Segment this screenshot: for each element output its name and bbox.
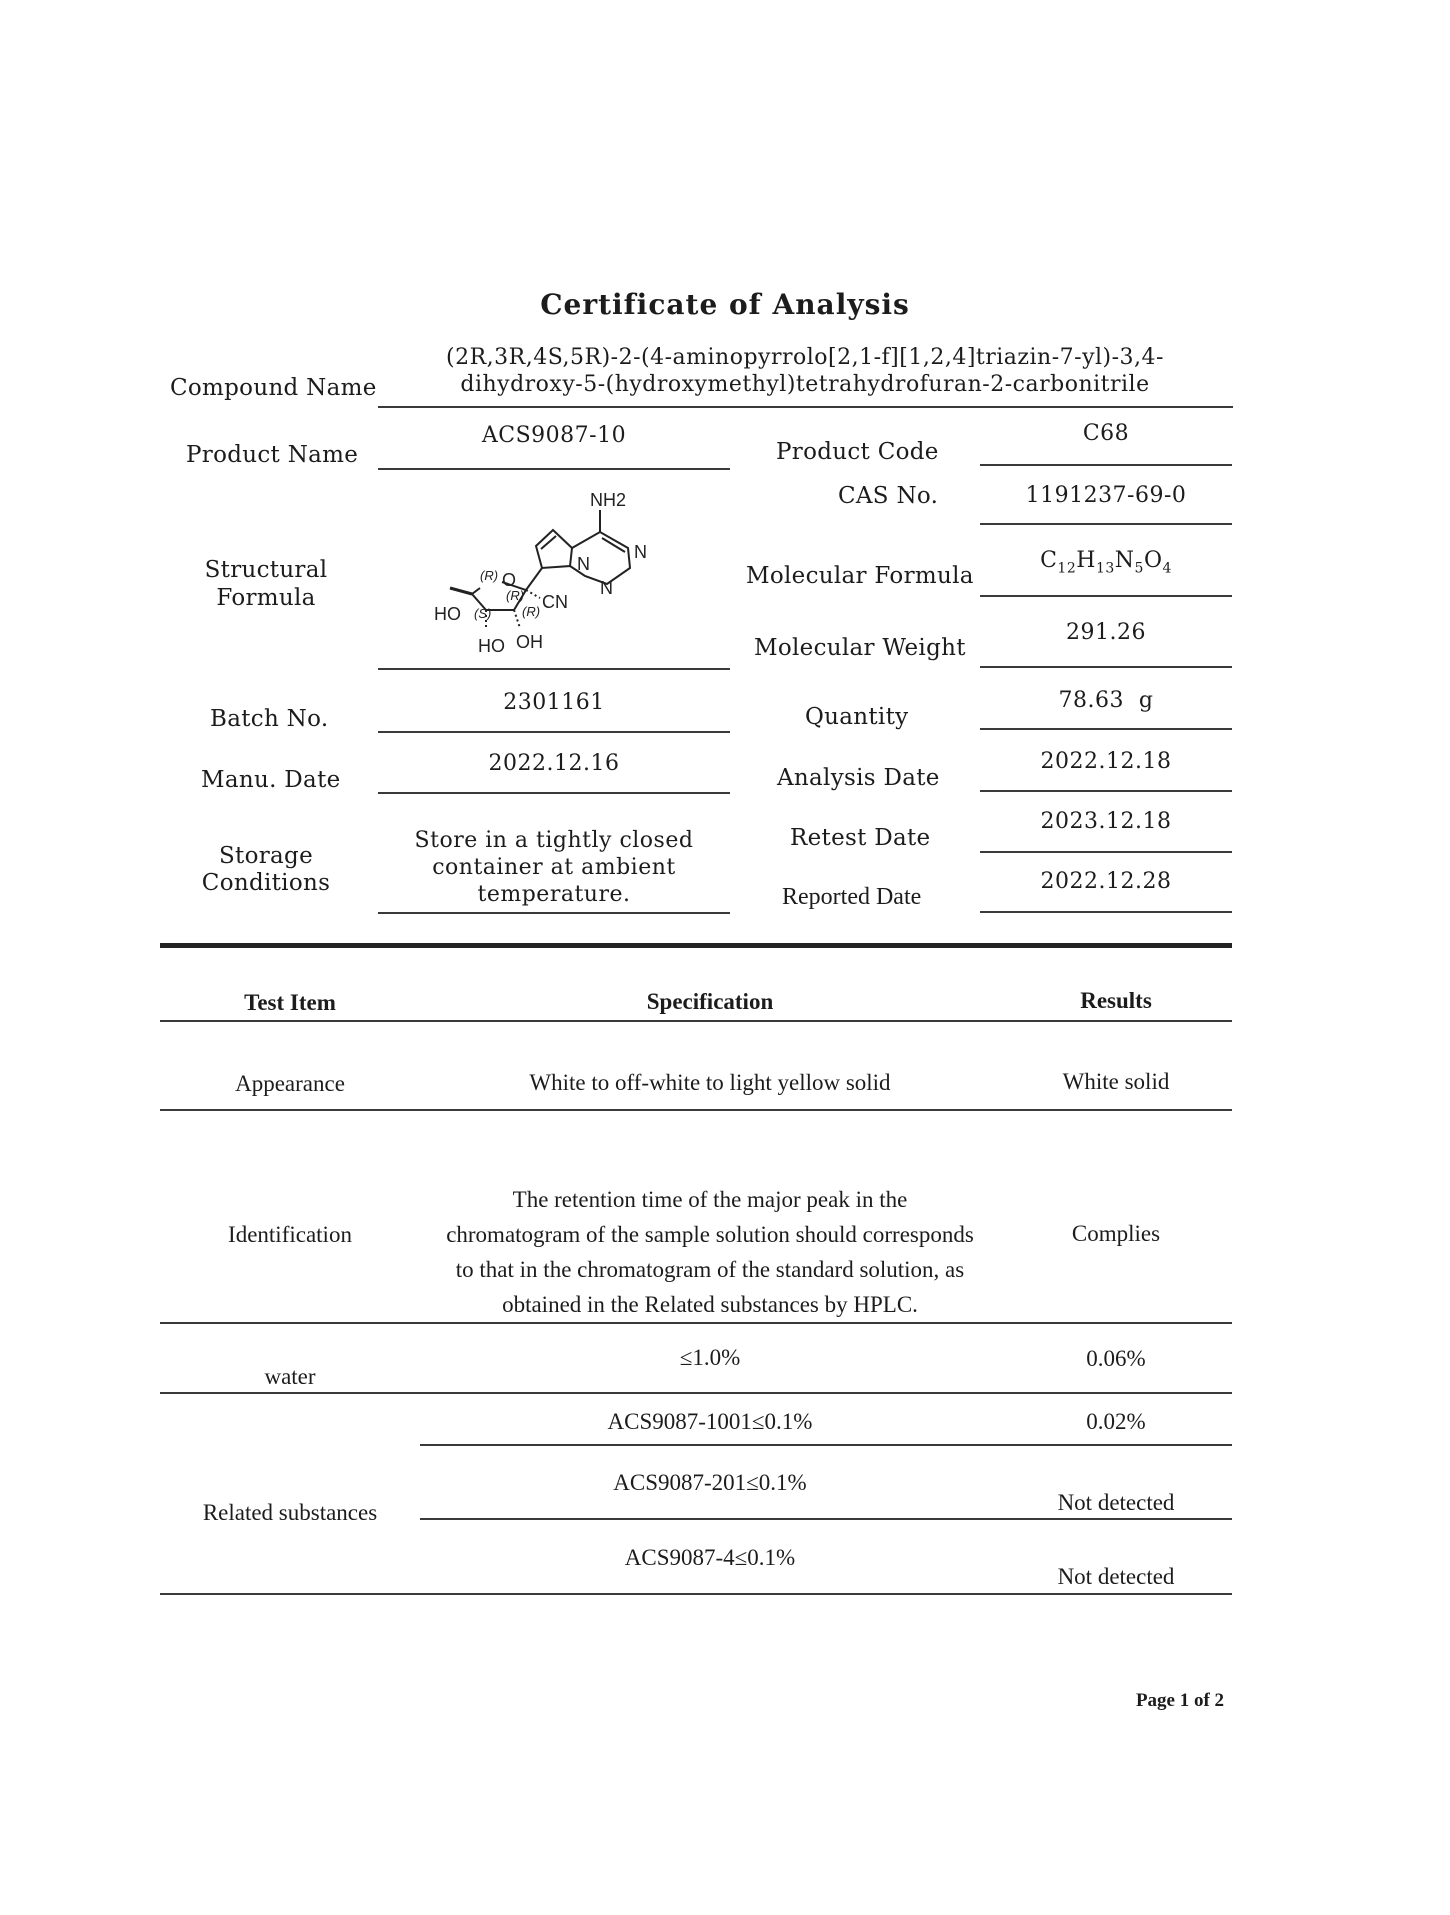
cas-underline (980, 523, 1232, 525)
structure-n1: N (634, 542, 647, 562)
stereo-r-2: (R) (506, 588, 525, 603)
col-header-specification: Specification (646, 989, 774, 1014)
identification-spec-line-4: obtained in the Related substances by HPLC. (502, 1292, 918, 1317)
batch-label: Batch No. (210, 706, 329, 732)
col-header-results: Results (1080, 988, 1152, 1013)
reported-date-value: 2022.12.28 (1040, 869, 1172, 894)
related-row-3-spec: ACS9087-4≤0.1% (624, 1545, 796, 1570)
related-substances-item: Related substances (202, 1500, 378, 1525)
storage-line-2: container at ambient (432, 855, 676, 880)
related-row-2-spec: ACS9087-201≤0.1% (613, 1470, 807, 1495)
quantity-underline (980, 728, 1232, 730)
compound-name-label: Compound Name (170, 375, 377, 401)
cas-label: CAS No. (838, 483, 939, 509)
product-code-value: C68 (1082, 421, 1130, 446)
cas-value: 1191237-69-0 (1025, 483, 1187, 508)
related-row-3-result: Not detected (1057, 1564, 1175, 1589)
product-code-label: Product Code (776, 439, 939, 465)
table-bottom-line (160, 1593, 1232, 1595)
structure-ho-1: HO (434, 604, 461, 624)
stereo-s-1: (S) (474, 606, 492, 621)
reported-date-label: Reported Date (782, 884, 922, 910)
compound-name-line-1: (2R,3R,4S,5R)-2-(4-aminopyrrolo[2,1-f][1,2,4]triazin-7-yl)-3,4- (446, 345, 1164, 370)
water-spec: ≤1.0% (679, 1345, 741, 1370)
analysis-date-underline (980, 790, 1232, 792)
storage-label-2: Conditions (201, 870, 331, 896)
analysis-date-label: Analysis Date (777, 765, 940, 791)
molecular-weight-label: Molecular Weight (754, 635, 966, 661)
water-underline (160, 1392, 1232, 1394)
structural-formula-label-1: Structural (204, 557, 328, 583)
structural-formula-label-2: Formula (216, 585, 316, 611)
appearance-item: Appearance (235, 1071, 345, 1096)
retest-date-value: 2023.12.18 (1040, 809, 1172, 834)
manu-date-underline (378, 792, 730, 794)
compound-name-underline (378, 406, 1233, 408)
structure-n3: N (600, 578, 613, 598)
identification-item: Identification (228, 1222, 352, 1247)
quantity-label: Quantity (805, 704, 909, 730)
batch-underline (378, 731, 730, 733)
identification-spec-line-1: The retention time of the major peak in the (512, 1187, 908, 1212)
structure-oh: OH (516, 632, 543, 652)
nh2-label: NH2 (590, 490, 627, 510)
molecular-formula-value: $C_{12}H_{13}N_5O_4$ (1040, 548, 1172, 577)
analysis-date-value: 2022.12.18 (1040, 749, 1172, 774)
related-row-1-result: 0.02% (1086, 1409, 1146, 1434)
product-code-underline (980, 464, 1232, 466)
appearance-spec: White to off-white to light yellow solid (529, 1070, 891, 1095)
product-name-label: Product Name (186, 442, 359, 468)
compound-name-line-2: dihydroxy-5-(hydroxymethyl)tetrahydrofuran-2-carbonitrile (460, 372, 1150, 397)
retest-date-underline (980, 851, 1232, 853)
storage-line-3: temperature. (477, 882, 631, 907)
manu-date-value: 2022.12.16 (488, 751, 620, 776)
reported-date-underline (980, 911, 1232, 913)
col-header-test-item: Test Item (244, 990, 336, 1015)
header-underline (160, 1020, 1232, 1022)
stereo-r-1: (R) (480, 568, 499, 583)
structure-o: O (502, 570, 517, 590)
identification-result: Complies (1071, 1221, 1161, 1246)
section-divider (160, 943, 1232, 948)
product-name-value: ACS9087-10 (481, 423, 627, 448)
related-row-2-underline (420, 1518, 1232, 1520)
structure-cn: CN (542, 592, 568, 612)
molecular-formula-label: Molecular Formula (746, 563, 974, 589)
stereo-r-3: (R) (522, 604, 541, 619)
structure-diagram (434, 470, 690, 670)
quantity-value: 78.63 g (1058, 688, 1154, 713)
related-row-1-underline (420, 1444, 1232, 1446)
page-title: Certificate of Analysis (540, 288, 910, 321)
structure-n2: N (577, 554, 590, 574)
batch-value: 2301161 (503, 690, 605, 715)
structure-ho-2: HO (478, 636, 505, 656)
molecular-formula-underline (980, 595, 1232, 597)
related-row-2-result: Not detected (1057, 1490, 1175, 1515)
storage-label-1: Storage (219, 843, 313, 869)
page-number: Page 1 of 2 (1135, 1690, 1225, 1711)
appearance-result: White solid (1062, 1069, 1170, 1094)
molecular-weight-underline (980, 666, 1232, 668)
identification-spec-line-2: chromatogram of the sample solution should corresponds (446, 1222, 974, 1247)
identification-spec-line-3: to that in the chromatogram of the standard solution, as (455, 1257, 965, 1282)
retest-date-label: Retest Date (790, 825, 931, 851)
storage-line-1: Store in a tightly closed (414, 828, 694, 853)
molecular-weight-value: 291.26 (1066, 620, 1146, 645)
water-item: water (264, 1364, 316, 1389)
related-row-1-spec: ACS9087-1001≤0.1% (607, 1409, 813, 1434)
appearance-underline (160, 1109, 1232, 1111)
structure-underline (378, 668, 730, 670)
storage-underline (378, 912, 730, 914)
manu-date-label: Manu. Date (201, 767, 341, 793)
water-result: 0.06% (1086, 1346, 1146, 1371)
identification-underline (160, 1322, 1232, 1324)
